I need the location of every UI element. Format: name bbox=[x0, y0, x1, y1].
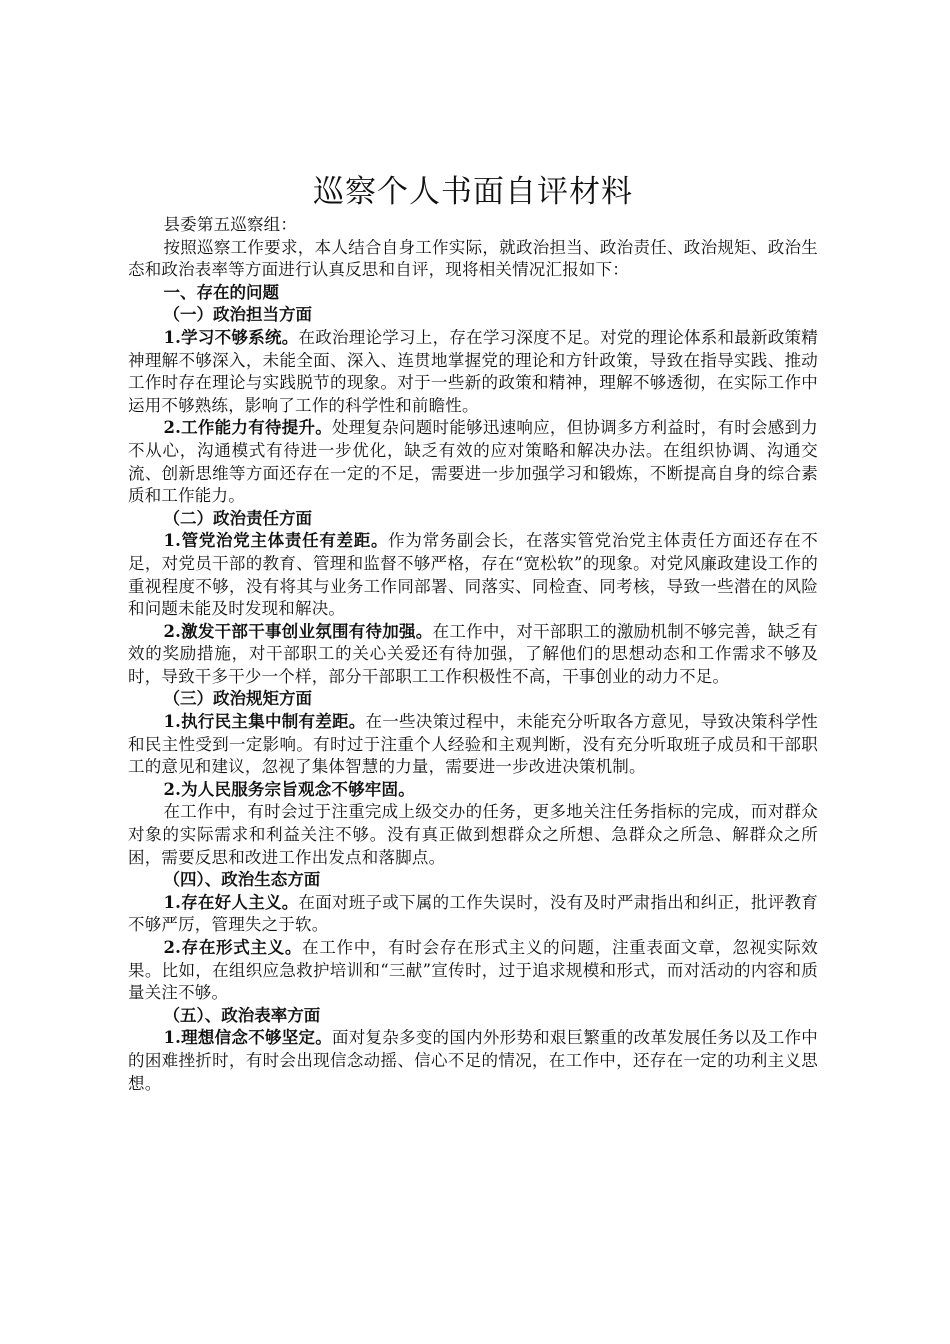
item-lead: 1.学习不够系统。 bbox=[163, 327, 299, 347]
subsection-heading-political-rules: （三）政治规矩方面 bbox=[163, 689, 312, 709]
subsection-heading-political-responsibility-taking: （一）政治担当方面 bbox=[163, 305, 312, 325]
document-page bbox=[128, 170, 818, 1095]
item-lead: 2.工作能力有待提升。 bbox=[163, 418, 332, 438]
item-paragraph bbox=[128, 937, 818, 1005]
item-lead: 1.执行民主集中制有差距。 bbox=[163, 712, 366, 732]
item-lead: 2.为人民服务宗旨观念不够牢固。 bbox=[163, 779, 415, 799]
item-paragraph bbox=[128, 621, 818, 689]
item-lead: 2.激发干部干事创业氛围有待加强。 bbox=[163, 621, 433, 641]
item-lead: 1.管党治党主体责任有差距。 bbox=[163, 531, 389, 551]
item-body: 在面对班子或下属的工作失误时，没有及时严肃指出和纠正，批评教育不够严厉，管理失之于软。 bbox=[128, 892, 818, 935]
salutation: 县委第五巡察组： bbox=[163, 215, 298, 234]
item-lead: 1.存在好人主义。 bbox=[163, 892, 299, 912]
item-paragraph bbox=[128, 1027, 818, 1095]
item-body-paragraph: 在工作中，有时会过于注重完成上级交办的任务，更多地关注任务指标的完成，而对群众对象的实际需求和利益关注不够。没有真正做到想群众之所想、急群众之所急、解群众之所困，需要反思和改进工作出发点和落脚点。 bbox=[128, 802, 818, 867]
item-body: 面对复杂多变的国内外形势和艰巨繁重的改革发展任务以及工作中的困难挫折时，有时会出现信念动摇、信心不足的情况，在工作中，还存在一定的功利主义思想。 bbox=[128, 1028, 818, 1093]
intro-paragraph: 按照巡察工作要求，本人结合自身工作实际，就政治担当、政治责任、政治规矩、政治生态和政治表率等方面进行认真反思和自评，现将相关情况汇报如下： bbox=[128, 237, 818, 280]
item-body: 在政治理论学习上，存在学习深度不足。对党的理论体系和最新政策精神理解不够深入，未能全面、深入、连贯地掌握党的理论和方针政策，导致在指导实践、推动工作时存在理论与实践脱节的现象。对于一些新的政策和精神，理解不够透彻，在实际工作中运用不够熟练，影响了工作的科学性和前瞻性。 bbox=[128, 327, 818, 415]
item-paragraph bbox=[128, 892, 818, 937]
item-body: 处理复杂问题时能够迅速响应，但协调多方利益时，有时会感到力不从心，沟通模式有待进一步优化，缺乏有效的应对策略和解决办法。在组织协调、沟通交流、创新思维等方面还存在一定的不足，需要进一步加强学习和锻炼，不断提高自身的综合素质和工作能力。 bbox=[128, 418, 818, 506]
item-paragraph bbox=[128, 779, 818, 802]
section-heading-problems: 一、存在的问题 bbox=[163, 282, 279, 302]
item-paragraph bbox=[128, 530, 818, 620]
item-body: 在一些决策过程中，未能充分听取各方意见，导致决策科学性和民主性受到一定影响。有时过于注重个人经验和主观判断，没有充分听取班子成员和干部职工的意见和建议，忽视了集体智慧的力量，需要进一步改进决策机制。 bbox=[128, 712, 819, 777]
item-body: 在工作中，有时会存在形式主义的问题，注重表面文章，忽视实际效果。比如，在组织应急救护培训和“三献”宣传时，过于追求规模和形式，而对活动的内容和质量关注不够。 bbox=[128, 938, 819, 1003]
item-paragraph bbox=[128, 417, 818, 507]
item-body: 在工作中，对干部职工的激励机制不够完善，缺乏有效的奖励措施，对干部职工的关心关爱还有待加强，了解他们的思想动态和工作需求不够及时，导致干多干少一个样，部分干部职工工作积极性不高，干事创业的动力不足。 bbox=[128, 621, 818, 686]
subsection-heading-political-ecology: （四）、政治生态方面 bbox=[163, 870, 321, 890]
item-paragraph bbox=[128, 711, 818, 779]
subsection-heading-political-example: （五）、政治表率方面 bbox=[163, 1005, 321, 1025]
item-lead: 1.理想信念不够坚定。 bbox=[163, 1028, 332, 1048]
item-body: 作为常务副会长，在落实管党治党主体责任方面还存在不足，对党员干部的教育、管理和监督不够严格，存在“宽松软”的现象。对党风廉政建设工作的重视程度不够，没有将其与业务工作同部署、同落实、同检查、同考核，导致一些潜在的风险和问题未能及时发现和解决。 bbox=[128, 531, 818, 619]
item-lead: 2.存在形式主义。 bbox=[163, 938, 303, 957]
document-title: 巡察个人书面自评材料 bbox=[313, 174, 633, 210]
item-paragraph bbox=[128, 327, 818, 417]
subsection-heading-political-duty: （二）政治责任方面 bbox=[163, 508, 312, 528]
